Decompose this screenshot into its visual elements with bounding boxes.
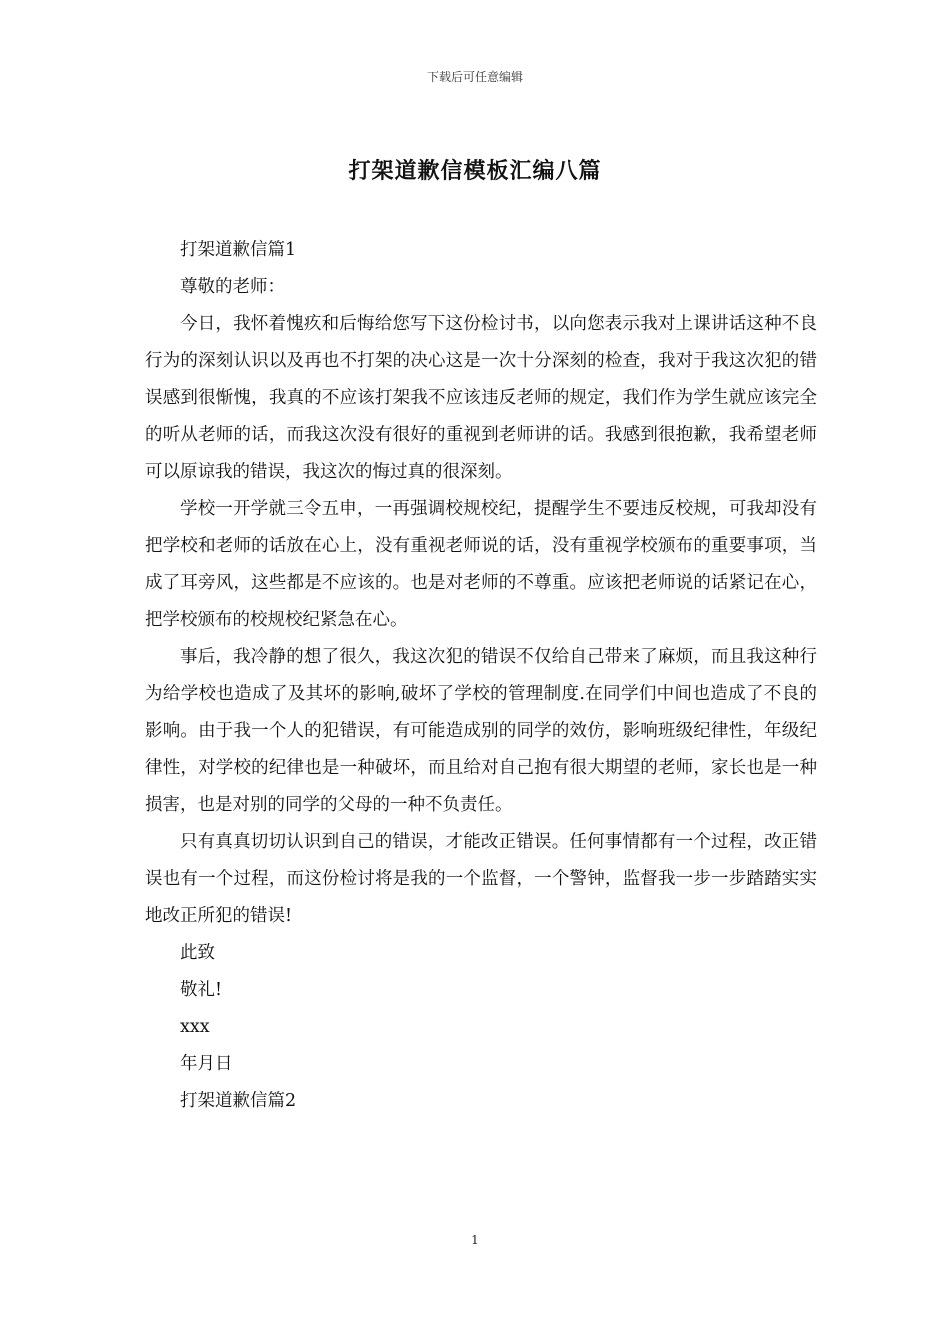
- body-paragraph: 事后，我冷静的想了很久，我这次犯的错误不仅给自己带来了麻烦，而且我这种行为给学校也造成了及其坏的影响,破坏了学校的管理制度.在同学们中间也造成了不良的影响。由于我一个人的犯错误，有可能造成别的同学的效仿，影响班级纪律性，年级纪律性，对学校的纪律也是一种破坏，而且给对自己抱有很大期望的老师，家长也是一种损害，也是对别的同学的父母的一种不负责任。: [145, 647, 817, 815]
- body-paragraph: 今日，我怀着愧疚和后悔给您写下这份检讨书，以向您表示我对上课讲话这种不良行为的深刻认识以及再也不打架的决心这是一次十分深刻的检查，我对于我这次犯的错误感到很惭愧，我真的不应该打架我不应该违反老师的规定，我们作为学生就应该完全的听从老师的话，而我这次没有很好的重视到老师讲的话。我感到很抱歉，我希望老师可以原谅我的错误，我这次的悔过真的很深刻。: [145, 314, 817, 482]
- header-note: 下载后可任意编辑: [426, 70, 523, 84]
- body-paragraph: 学校一开学就三令五申，一再强调校规校纪，提醒学生不要违反校规，可我却没有把学校和老师的话放在心上，没有重视老师说的话，没有重视学校颁布的重要事项，当成了耳旁风，这些都是不应该的。也是对老师的不尊重。应该把老师说的话紧记在心，把学校颁布的校规校纪紧急在心。: [145, 499, 817, 630]
- document-title: 打架道歉信模板汇编八篇: [348, 158, 602, 184]
- body-paragraph: 只有真真切切认识到自己的错误，才能改正错误。任何事情都有一个过程，改正错误也有一个过程，而这份检讨将是我的一个监督，一个警钟，监督我一步一步踏踏实实地改正所犯的错误!: [145, 832, 817, 926]
- section-heading-1: 打架道歉信篇1: [180, 240, 297, 260]
- document-body: [145, 232, 817, 1120]
- section-heading-2: 打架道歉信篇2: [180, 1091, 297, 1111]
- salutation: 尊敬的老师：: [180, 277, 285, 297]
- closing-line: 此致: [180, 943, 215, 963]
- page-number: 1: [471, 1233, 479, 1247]
- date-line: 年月日: [180, 1054, 233, 1074]
- signature: xxx: [180, 1017, 210, 1037]
- closing-salute: 敬礼!: [180, 980, 223, 1000]
